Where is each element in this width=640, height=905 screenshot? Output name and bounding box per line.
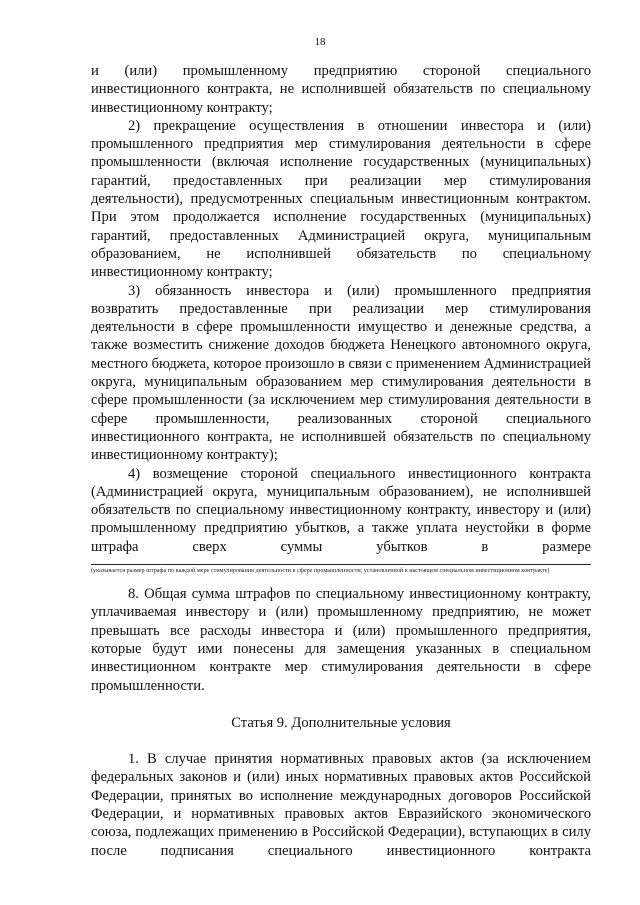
paragraph-item-4: 4) возмещение стороной специального инвестиционного контракта (Администрацией округа, муниципальным образованием), не исполнившей обязательств по специальному инвестиционному контракту, инвестору и (или) промышленному предприятию убытков, а также уплата неустойки в форме штрафа сверх суммы убытков в размере bbox=[91, 465, 591, 555]
paragraph-item-3: 3) обязанность инвестора и (или) промышленного предприятия возвратить предоставленные при реализации мер стимулирования деятельности в сфере промышленности имущество и денежные средства, а также возместить снижение доходов бюджета Ненецкого автономного округа, местного бюджета, которое произошло в связи с применением Администрацией округа, муниципальным образованием мер стимулирования деятельности в сфере промышленности (за исключением мер стимулирования деятельности в сфере промышленности, реализованных стороной специального инвестиционного контракта, не исполнившей обязательств по специальному инвестиционному контракту); bbox=[91, 282, 591, 464]
paragraph-8: 8. Общая сумма штрафов по специальному инвестиционному контракту, уплачиваемая инвестору и (или) промышленному предприятию, не может превышать все расходы инвестора и (или) промышленного предприятия, которые будут ими понесены для замещения указанных в специальном инвестиционном контракте мер стимулирования деятельности в сфере промышленности. bbox=[91, 586, 591, 694]
article-9-paragraph-1: 1. В случае принятия нормативных правовых актов (за исключением федеральных законов и (или) иных нормативных правовых актов Российской Федерации, принятых во исполнение международных договоров Российской Федерации, и нормативных правовых актов Евразийского экономического союза, подлежащих применению в Российской Федерации), вступающих в силу после подписания специального инвестиционного контракта bbox=[91, 751, 591, 859]
article-heading: Статья 9. Дополнительные условия bbox=[231, 714, 451, 731]
fill-in-line bbox=[91, 558, 591, 565]
document-body bbox=[91, 62, 591, 860]
paragraph-continuation: и (или) промышленному предприятию стороной специального инвестиционного контракта, не исполнившей обязательств по специальному инвестиционному контракту; bbox=[91, 63, 591, 116]
page-number: 18 bbox=[314, 36, 326, 48]
paragraph-item-2: 2) прекращение осуществления в отношении инвестора и (или) промышленного предприятия мер стимулирования деятельности в сфере промышленности (включая исполнение государственных (муниципальных) гарантий, предоставленных при реализации мер стимулирования деятельности), предусмотренных специальным инвестиционным контрактом. При этом продолжается исполнение государственных (муниципальных) гарантий, предоставленных Администрацией округа, муниципальным образованием, не исполнившей обязательств по специальному инвестиционному контракту; bbox=[91, 117, 591, 281]
footnote-hint: (указывается размер штрафа по каждой мере стимулирования деятельности в сфере промышленности, установленной в настоящем специальном инвестиционном контракте) bbox=[91, 567, 550, 575]
